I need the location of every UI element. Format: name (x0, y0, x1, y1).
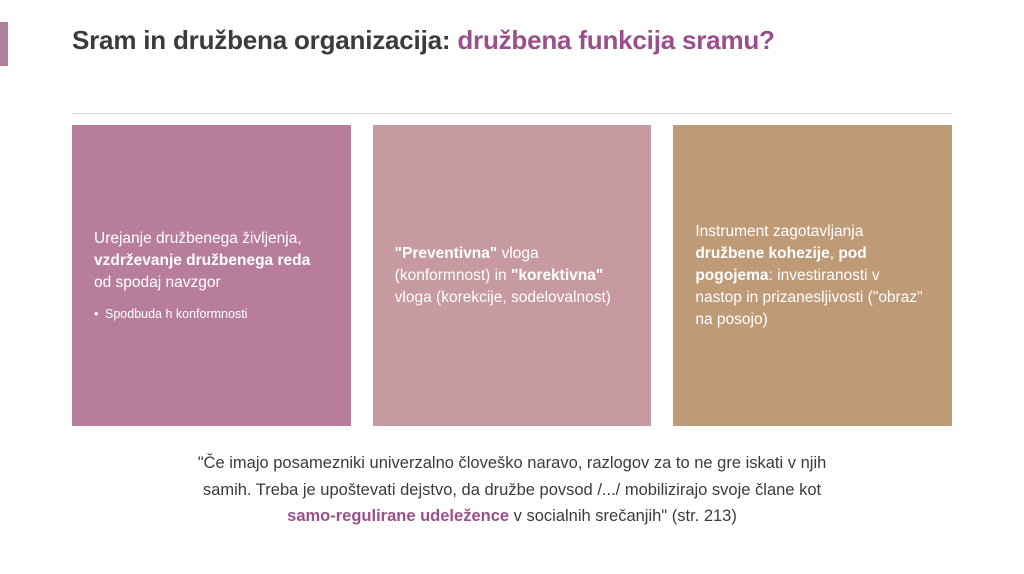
card-cohesion-seg-4: : investiranosti v nastop in prizanesljivosti ("obraz" na posojo) (695, 266, 923, 328)
card-regulation-seg-0: Urejanje družbenega življenja, (94, 230, 302, 248)
card-regulation-text (94, 228, 329, 294)
title-divider (72, 113, 952, 114)
card-preventive-seg-2: "korektivna" (510, 266, 604, 284)
card-preventive-seg-0: "Preventivna" (394, 244, 498, 262)
quote-emphasis: samo-regulirane udeležence (287, 507, 510, 526)
card-cohesion-seg-2: , (829, 244, 839, 262)
card-regulation-bullet: • Spodbuda h konformnosti (94, 306, 329, 323)
quote-line-3 (72, 503, 952, 530)
quote-block (72, 450, 952, 530)
page-title (72, 24, 952, 57)
page-title-main: Sram in družbena organizacija: (72, 25, 458, 55)
card-preventive-corrective-text (395, 243, 630, 309)
title-accent-bar (0, 22, 8, 66)
card-cohesion-text (695, 221, 930, 331)
card-cohesion-seg-0: Instrument zagotavljanja (695, 222, 864, 240)
cards-row (72, 125, 952, 426)
quote-line-1: "Če imajo posamezniki univerzalno človeško naravo, razlogov za to ne gre iskati v njih (197, 454, 827, 472)
card-regulation-seg-2: od spodaj navzgor (94, 274, 221, 292)
card-cohesion-instrument (673, 125, 952, 426)
card-cohesion-seg-3: pod pogojema (695, 244, 867, 284)
quote-line-3-rest: v socialnih srečanjih" (str. 213) (509, 507, 737, 526)
card-preventive-seg-3: vloga (korekcije, sodelovalnost) (394, 288, 611, 306)
quote-line-2: samih. Treba je upoštevati dejstvo, da družbe povsod /.../ mobilizirajo svoje člane kot (202, 480, 822, 499)
card-cohesion-seg-1: družbene kohezije (695, 244, 830, 262)
card-preventive-corrective (373, 125, 652, 426)
card-preventive-seg-1: vloga (konformnost) in (394, 244, 539, 284)
card-regulation-seg-1: vzdrževanje družbenega reda (94, 252, 311, 270)
card-regulation (72, 125, 351, 426)
page-title-highlight: družbena funkcija sramu? (457, 25, 775, 55)
